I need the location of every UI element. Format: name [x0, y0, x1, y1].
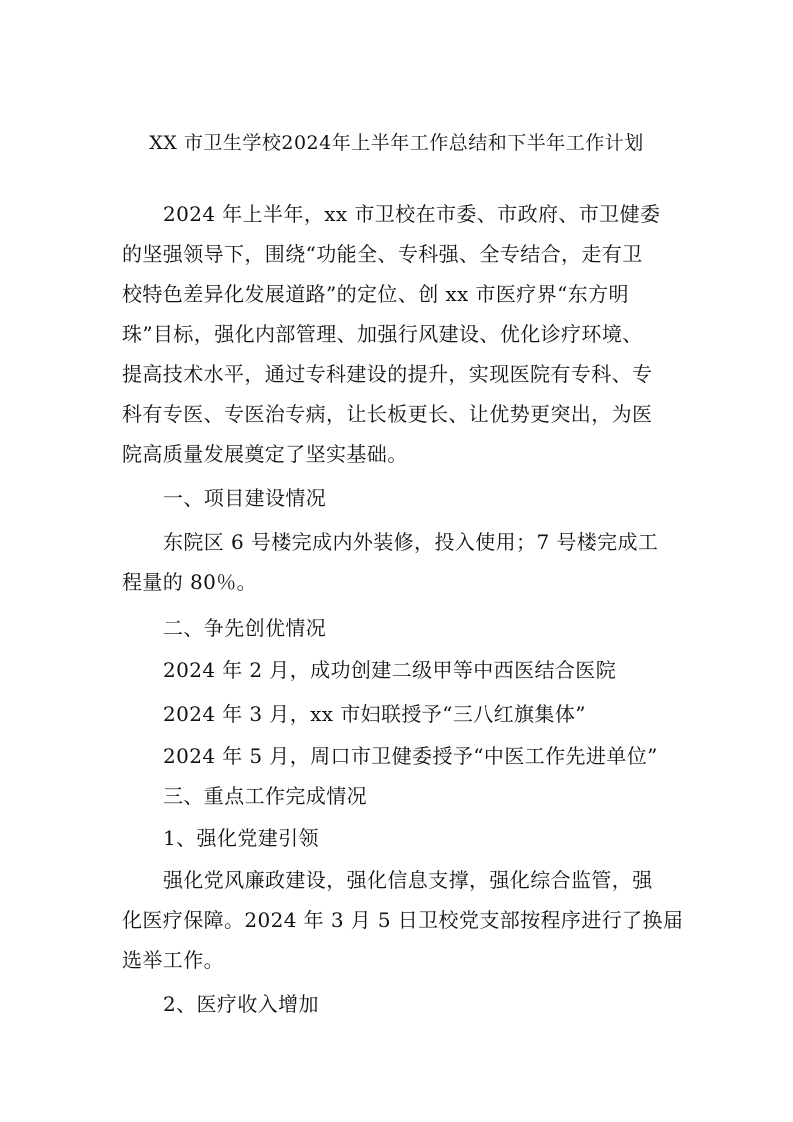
subsection-heading-income: 2、医疗收入增加 — [163, 992, 319, 1016]
intro-paragraph-line: 科有专医、专医治专病，让长板更长、让优势更突出，为医 — [122, 402, 653, 426]
intro-paragraph-line: 提高技术水平，通过专科建设的提升，实现医院有专科、专 — [122, 362, 653, 386]
subsection-heading-party: 1、强化党建引领 — [163, 826, 319, 850]
award-item: 2024 年 5 月，周口市卫健委授予“中医工作先进单位” — [163, 744, 658, 768]
intro-paragraph-line: 2024 年上半年，xx 市卫校在市委、市政府、市卫健委 — [163, 202, 661, 226]
section-heading-key-work: 三、重点工作完成情况 — [163, 784, 367, 808]
intro-paragraph-line: 院高质量发展奠定了坚实基础。 — [122, 442, 408, 466]
section1-paragraph-line: 程量的 80％。 — [122, 570, 258, 594]
section1-paragraph-line: 东院区 6 号楼完成内外装修，投入使用；7 号楼完成工 — [163, 530, 659, 554]
section-heading-project: 一、项目建设情况 — [163, 486, 327, 510]
intro-paragraph-line: 珠”目标，强化内部管理、加强行风建设、优化诊疗环境、 — [122, 322, 643, 346]
intro-paragraph-line: 的坚强领导下，围绕“功能全、专科强、全专结合，走有卫 — [122, 242, 643, 266]
subsection1-paragraph-line: 化医疗保障。2024 年 3 月 5 日卫校党支部按程序进行了换届 — [122, 908, 684, 932]
award-item: 2024 年 3 月，xx 市妇联授予“三八红旗集体” — [163, 702, 586, 726]
subsection1-paragraph-line: 强化党风廉政建设，强化信息支撑，强化综合监管，强 — [163, 868, 653, 892]
document-title: XX 市卫生学校2024年上半年工作总结和下半年工作计划 — [149, 132, 644, 154]
subsection1-paragraph-line: 选举工作。 — [122, 948, 224, 972]
award-item: 2024 年 2 月，成功创建二级甲等中西医结合医院 — [163, 658, 617, 682]
section-heading-awards: 二、争先创优情况 — [163, 616, 327, 640]
intro-paragraph-line: 校特色差异化发展道路”的定位、创 xx 市医疗界“东方明 — [122, 282, 629, 306]
